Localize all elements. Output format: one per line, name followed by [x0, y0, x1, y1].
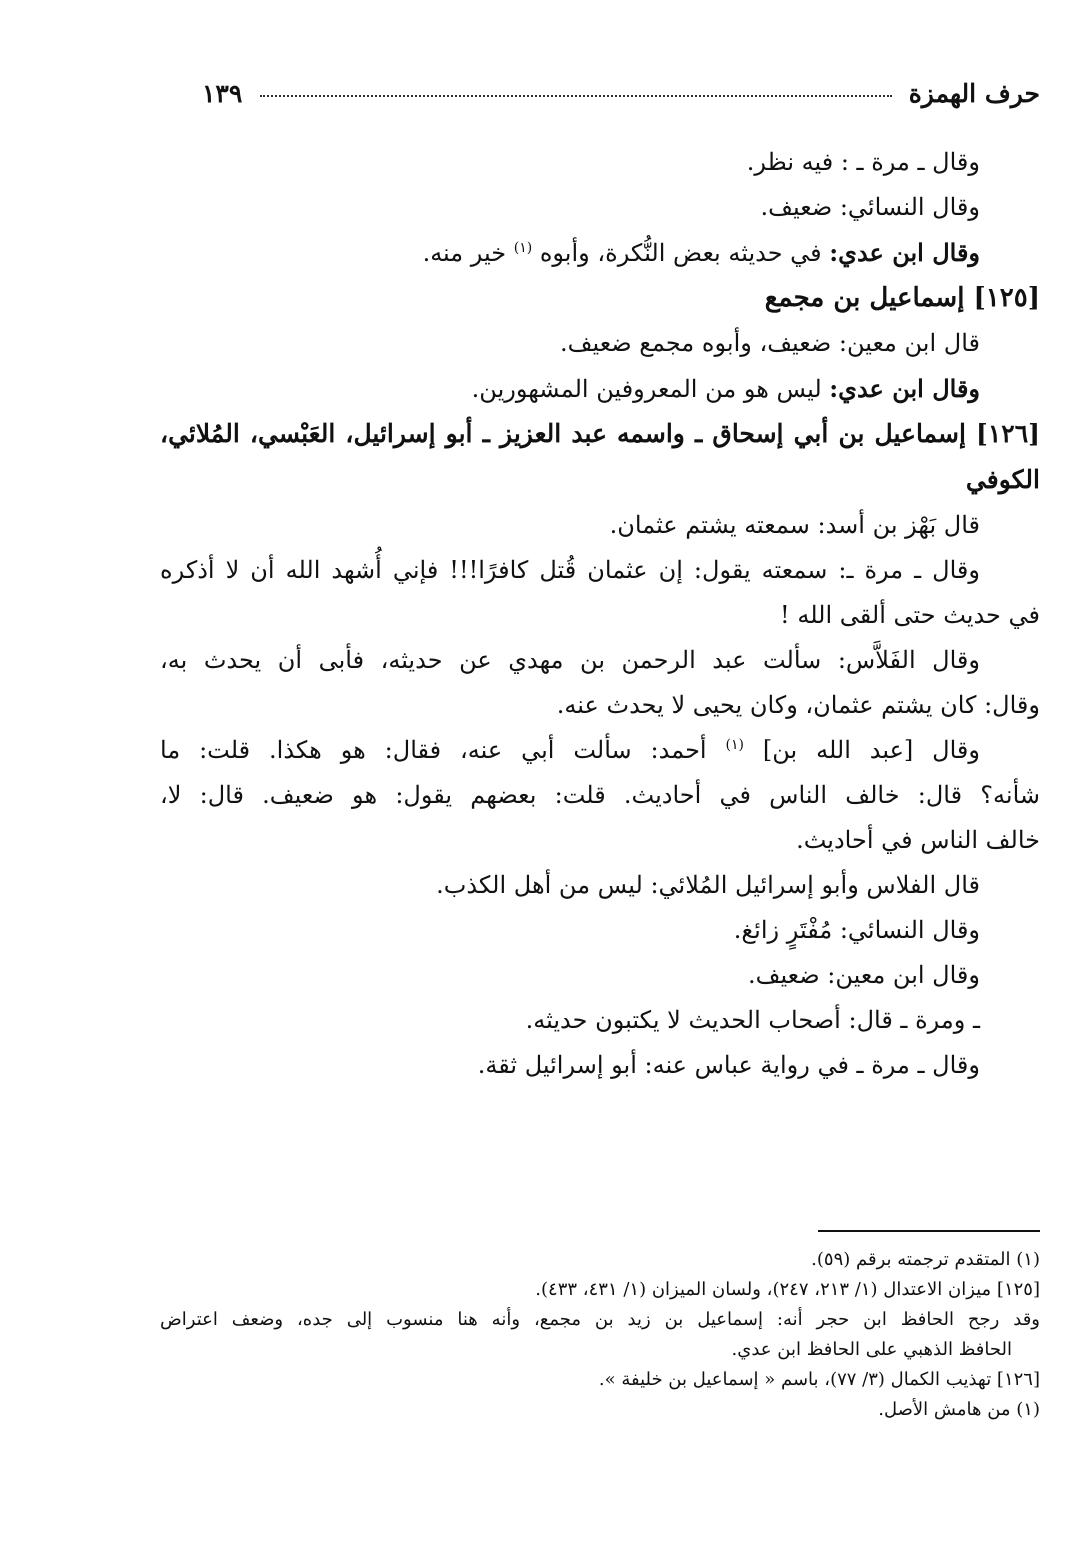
- text-line: شأنه؟ قال: خالف الناس في أحاديث. قلت: بعضهم يقول: هو ضعيف. قال: لا،: [160, 781, 1040, 809]
- text-line: قال ابن معين: ضعيف، وأبوه مجمع ضعيف.: [559, 329, 980, 357]
- text-line: وقال ابن عدي: ليس هو من المعروفين المشهورين.: [471, 374, 980, 403]
- text-line: وقال النسائي: مُفْتَرٍ زائغ.: [733, 916, 980, 944]
- text-line: وقال الفَلاَّس: سألت عبد الرحمن بن مهدي عن حديثه، فأبى أن يحدث به،: [160, 646, 980, 674]
- chapter-title: حرف الهمزة: [908, 79, 1040, 108]
- entry-heading-cont: الكوفي: [965, 465, 1040, 494]
- footnote-marker: (١): [513, 240, 533, 256]
- text-line: في حديث حتى ألقى الله !: [780, 601, 1040, 629]
- footnote: [١٢٦] تهذيب الكمال (٣/ ٧٧)، باسم « إسماعيل بن خليفة ».: [598, 1369, 1040, 1390]
- text-line: وقال ابن معين: ضعيف.: [747, 961, 980, 989]
- running-header: [160, 76, 1040, 112]
- text-line: وقال النسائي: ضعيف.: [760, 193, 980, 221]
- text-line: وقال ـ مرة ـ في رواية عباس عنه: أبو إسرائيل ثقة.: [477, 1051, 980, 1079]
- entry-heading: [١٢٥] إسماعيل بن مجمع: [764, 283, 1040, 313]
- footnote: (١) المتقدم ترجمته برقم (٥٩).: [811, 1249, 1040, 1270]
- text-line: وقال ـ مرة ـ : فيه نظر.: [746, 148, 980, 176]
- text-line: قال الفلاس وأبو إسرائيل المُلائي: ليس من أهل الكذب.: [436, 871, 980, 899]
- entry-heading: [١٢٦] إسماعيل بن أبي إسحاق ـ واسمه عبد العزيز ـ أبو إسرائيل، العَبْسي، المُلائي،: [160, 419, 1040, 448]
- text-line: وقال ـ مرة ـ: سمعته يقول: إن عثمان قُتل كافرًا!!! فإني أُشهد الله أن لا أذكره: [160, 556, 980, 584]
- page-number: ١٣٩: [202, 79, 243, 108]
- footnote: (١) من هامش الأصل.: [878, 1399, 1040, 1420]
- text-line: وقال [عبد الله بن] $^{(١)}$ أحمد: سألت أبي عنه، فقال: هو هكذا. قلت: ما: [160, 736, 980, 764]
- header-rule: [260, 95, 892, 97]
- text-line: خالف الناس في أحاديث.: [796, 826, 1040, 854]
- footnote-rule: [818, 1230, 1040, 1232]
- footnote: وقد رجح الحافظ ابن حجر أنه: إسماعيل بن زيد بن مجمع، وأنه هنا منسوب إلى جده، وضعف اعتراض: [160, 1309, 1040, 1330]
- text-line: وقال: كان يشتم عثمان، وكان يحيى لا يحدث عنه.: [556, 691, 1040, 719]
- footnote: [١٢٥] ميزان الاعتدال (١/ ٢١٣، ٢٤٧)، ولسان الميزان (١/ ٤٣١، ٤٣٣).: [535, 1279, 1040, 1300]
- text-line: ـ ومرة ـ قال: أصحاب الحديث لا يكتبون حديثه.: [525, 1006, 980, 1034]
- footnote: الحافظ الذهبي على الحافظ ابن عدي.: [731, 1339, 1012, 1360]
- text-line: قال بَهْز بن أسد: سمعته يشتم عثمان.: [609, 511, 980, 539]
- footnotes: [160, 1245, 1040, 1425]
- text-line: وقال ابن عدي: في حديثه بعض النُّكرة، وأبوه $^{(١)}$ خير منه.: [422, 238, 980, 267]
- main-text: [160, 140, 1040, 1088]
- footnote-marker: (١): [725, 737, 744, 753]
